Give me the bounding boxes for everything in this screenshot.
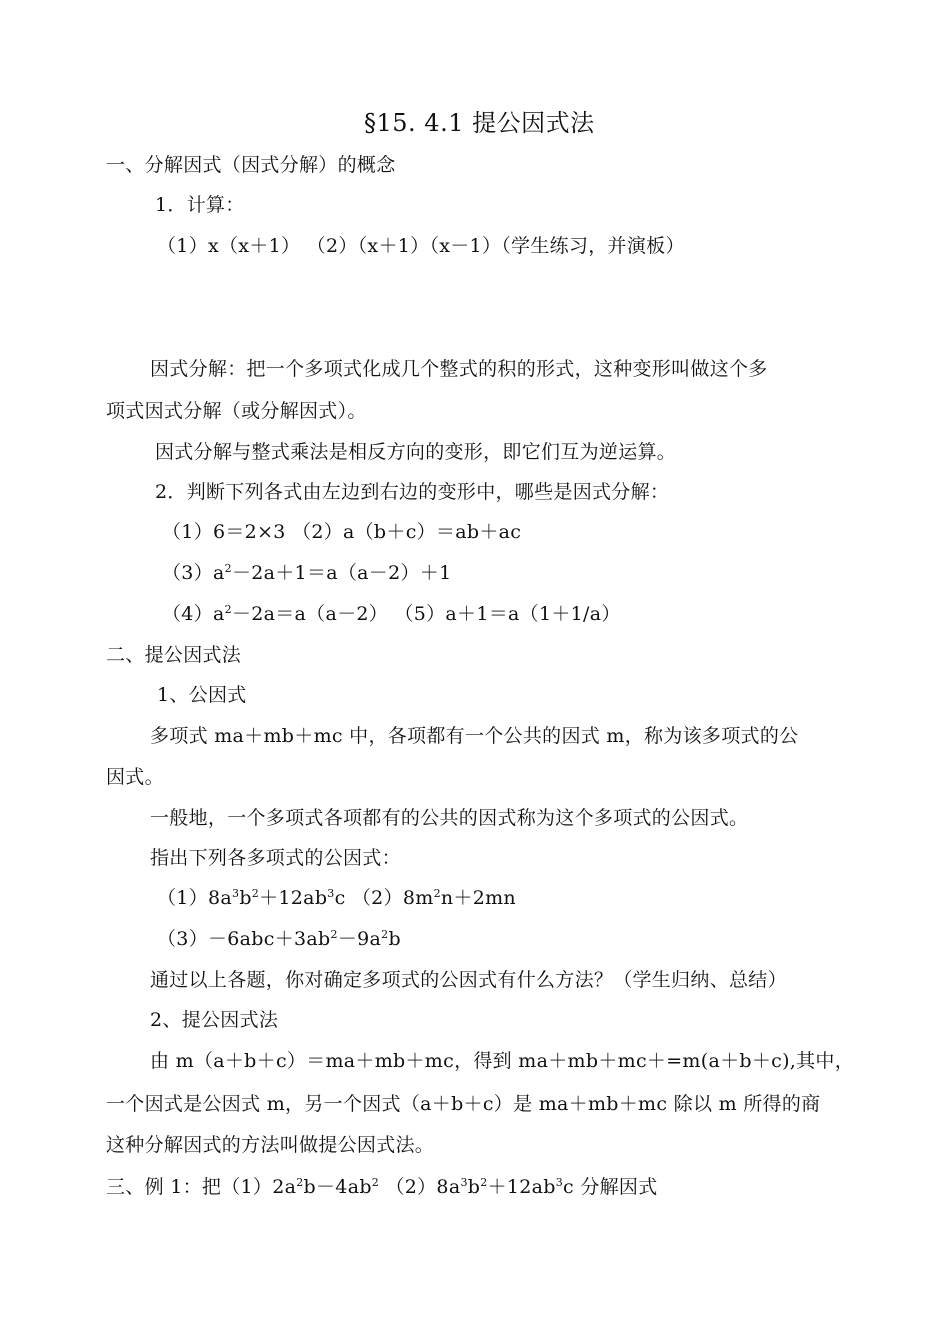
question-2-row-1: （1）6＝2×3 （2）a（b＋c）＝ab＋ac: [162, 521, 522, 543]
exercise-row-1: $(1)8a^3b^2+12ab^3c$ $(2)8m^2n+2mn$: [157, 887, 516, 909]
question-2-row-3: $(4)a^2-2a=a(a-2)$ （5）a＋1＝a（1＋1/a）: [162, 603, 621, 625]
paragraph-4: 通过以上各题，你对确定多项式的公因式有什么方法？（学生归纳、总结）: [150, 969, 787, 991]
definition-line-1: 因式分解：把一个多项式化成几个整式的积的形式，这种变形叫做这个多: [150, 358, 768, 380]
paragraph-1-line-1: 多项式 ma＋mb＋mc 中，各项都有一个公共的因式 m，称为该多项式的公: [150, 725, 799, 747]
section-heading-concept: 一、分解因式（因式分解）的概念: [106, 154, 396, 176]
paragraph-5-line-2: 一个因式是公因式 m，另一个因式（a＋b＋c）是 ma＋mb＋mc 除以 m 所得的商: [106, 1093, 821, 1115]
exercise-row-2: $(3)-6abc+3ab^2-9a^2b$: [157, 928, 401, 950]
question-2-label: 2．判断下列各式由左边到右边的变形中，哪些是因式分解：: [155, 481, 670, 503]
paragraph-1-line-2: 因式。: [106, 766, 164, 788]
question-1-label: 1．计算：: [155, 194, 245, 216]
paragraph-5-line-1: 由 m（a＋b＋c）＝ma＋mb＋mc，得到 ma＋mb＋mc＋=m(a＋b＋c),其中，: [150, 1050, 855, 1072]
section-heading-method: 二、提公因式法: [106, 644, 242, 666]
subheading-method: 2、提公因式法: [150, 1009, 279, 1031]
question-2-row-2: $(3)a^2-2a+1=a(a-2)+1$: [162, 562, 452, 584]
example-1: 三、例 1：把$(1)2a^2b-4ab^2$ $(2)8a^3b^2+12ab^3c$ 分解因式: [106, 1176, 658, 1198]
definition-line-2: 项式因式分解（或分解因式）。: [106, 400, 367, 422]
paragraph-5-line-3: 这种分解因式的方法叫做提公因式法。: [106, 1134, 435, 1156]
page-title: §15. 4.1 提公因式法: [364, 109, 595, 137]
subheading-common-factor: 1、公因式: [157, 684, 247, 706]
question-1-items: （1）x（x＋1） （2）（x＋1）（x－1）（学生练习，并演板）: [157, 235, 685, 257]
paragraph-2: 一般地，一个多项式各项都有的公共的因式称为这个多项式的公因式。: [150, 807, 749, 829]
paragraph-3: 指出下列各多项式的公因式：: [150, 847, 401, 869]
relation-text: 因式分解与整式乘法是相反方向的变形，即它们互为逆运算。: [155, 441, 677, 463]
